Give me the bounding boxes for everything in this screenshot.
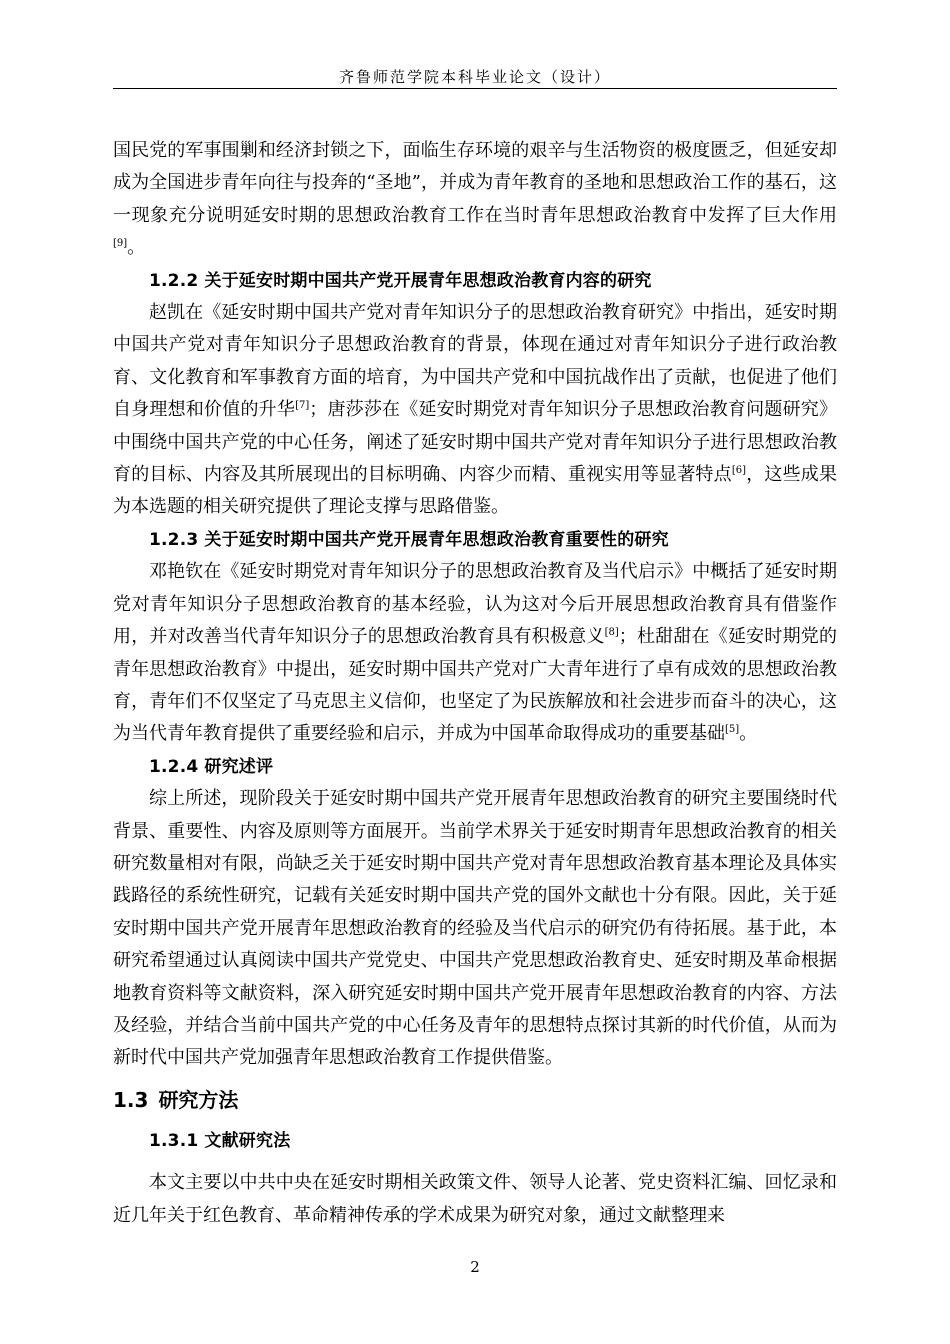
running-header: 齐鲁师范学院本科毕业论文（设计） — [338, 68, 611, 86]
body-paragraph-intro: 国民党的军事围剿和经济封锁之下，面临生存环境的艰辛与生活物资的极度匮乏，但延安却成为全国进步青年向往与投奔的“圣地”，并成为青年教育的圣地和思想政治工作的基石，这一现象充分说明延安时期的思想政治教育工作在当时青年思想政治教育中发挥了巨大作用[9]。 — [113, 140, 837, 259]
body-paragraph-1-3-1: 本文主要以中共中央在延安时期相关政策文件、领导人论著、党史资料汇编、回忆录和近几年关于红色教育、革命精神传承的学术成果为研究对象，通过文献整理来 — [113, 1172, 837, 1226]
header-rule — [113, 88, 837, 89]
page-body — [113, 135, 837, 1232]
body-paragraph-1-2-3: 邓艳钦在《延安时期党对青年知识分子的思想政治教育及当代启示》中概括了延安时期党对青年知识分子思想政治教育的基本经验，认为这对今后开展思想政治教育具有借鉴作用，并对改善当代青年知识分子的思想政治教育具有积极意义[8]；杜甜甜在《延安时期党的青年思想政治教育》中提出，延安时期中国共产党对广大青年进行了卓有成效的思想政治教育，青年们不仅坚定了马克思主义信仰，也坚定了为民族解放和社会进步而奋斗的决心，这为当代青年教育提供了重要经验和启示，并成为中国革命取得成功的重要基础[5]。 — [113, 561, 837, 745]
citation: [5] — [725, 724, 740, 736]
body-paragraph-1-2-2: 赵凯在《延安时期中国共产党对青年知识分子的思想政治教育研究》中指出，延安时期中国共产党对青年知识分子思想政治教育的背景，体现在通过对青年知识分子进行政治教育、文化教育和军事教育方面的培育，为中国共产党和中国抗战作出了贡献，也促进了他们自身理想和价值的升华[7]；唐莎莎在《延安时期党对青年知识分子思想政治教育问题研究》中围绕中国共产党的中心任务，阐述了延安时期中国共产党对青年知识分子进行思想政治教育的目标、内容及其所展现出的目标明确、内容少而精、重视实用等显著特点[6]，这些成果为本选题的相关研究提供了理论支撑与思路借鉴。 — [113, 302, 838, 518]
citation: [7] — [295, 400, 310, 412]
section-heading-1-2-4: 1.2.4 研究述评 — [149, 756, 274, 777]
page-number: 2 — [470, 1258, 480, 1276]
section-heading-1-3-1: 1.3.1 文献研究法 — [149, 1130, 291, 1151]
section-heading-1-2-2: 1.2.2 关于延安时期中国共产党开展青年思想政治教育内容的研究 — [149, 270, 652, 291]
body-paragraph-1-2-4: 综上所述，现阶段关于延安时期中国共产党开展青年思想政治教育的研究主要围绕时代背景、重要性、内容及原则等方面展开。当前学术界关于延安时期青年思想政治教育的相关研究数量相对有限，尚缺乏关于延安时期中国共产党对青年思想政治教育基本理论及具体实践路径的系统性研究，记载有关延安时期中国共产党的国外文献也十分有限。因此，关于延安时期中国共产党开展青年思想政治教育的经验及当代启示的研究仍有待拓展。基于此，本研究希望通过认真阅读中国共产党党史、中国共产党思想政治教育史、延安时期及革命根据地教育资料等文献资料，深入研究延安时期中国共产党开展青年思想政治教育的内容、方法及经验，并结合当前中国共产党的中心任务及青年的思想特点探讨其新的时代价值，从而为新时代中国共产党加强青年思想政治教育工作提供借鉴。 — [113, 788, 837, 1069]
section-heading-1-2-3: 1.2.3 关于延安时期中国共产党开展青年思想政治教育重要性的研究 — [149, 529, 669, 550]
citation: [6] — [731, 465, 746, 477]
section-heading-1-3: 1.3 研究方法 — [113, 1087, 239, 1112]
citation: [9] — [113, 238, 128, 250]
citation: [8] — [604, 627, 619, 639]
